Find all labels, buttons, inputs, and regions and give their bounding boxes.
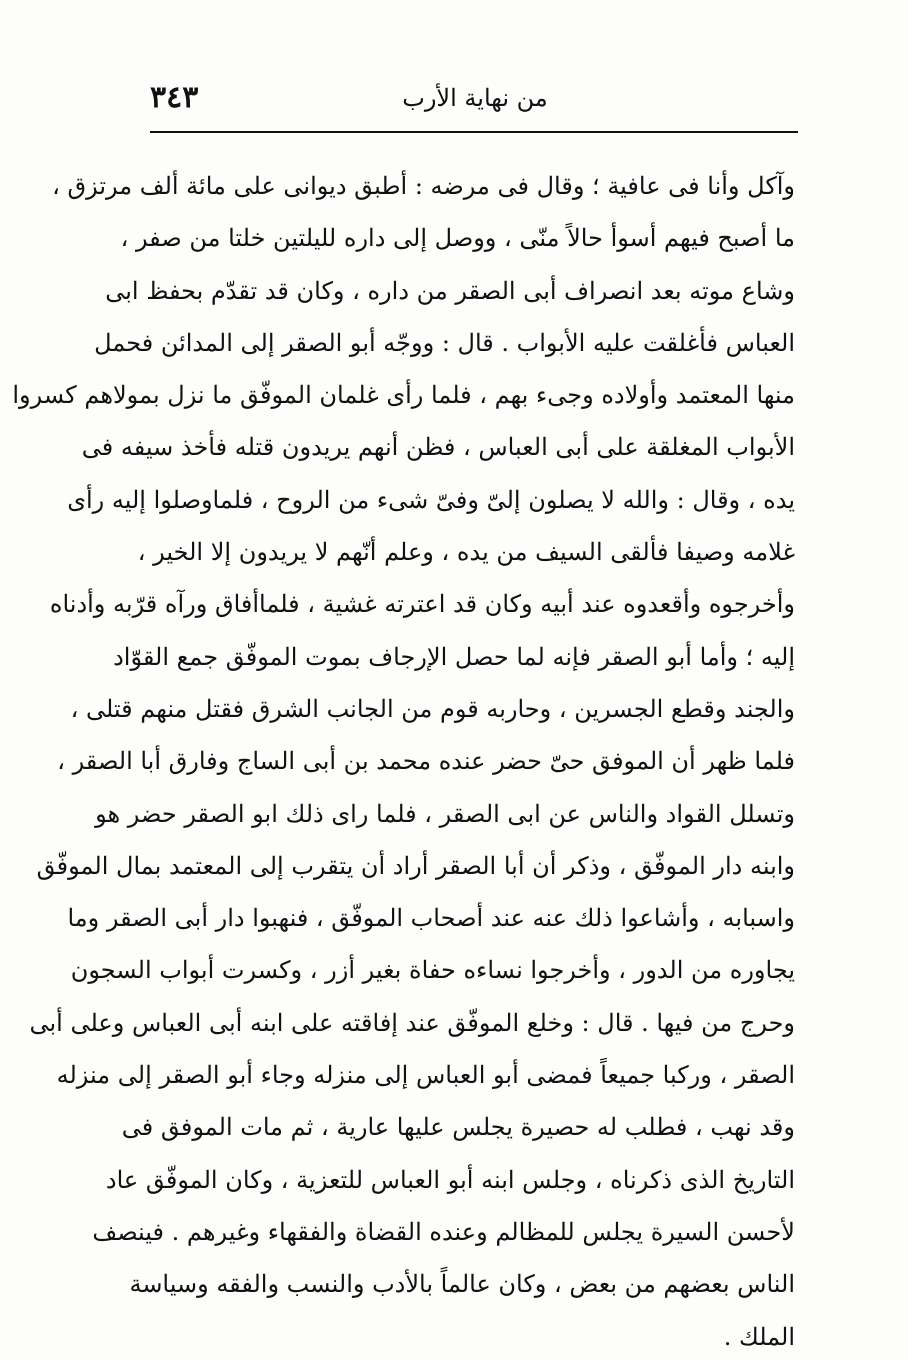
header-rule bbox=[150, 131, 798, 133]
text-line: الأبواب المغلقة على أبى العباس ، فظن أنهم يريدون قتله فأخذ سيفه فى bbox=[81, 433, 795, 462]
text-line: غلامه وصيفا فألقى السيف من يده ، وعلم أنّهم لا يريدون إلا الخير ، bbox=[137, 538, 795, 567]
text-line: وقد نهب ، فطلب له حصيرة يجلس عليها عارية ، ثم مات الموفق فى bbox=[121, 1113, 795, 1142]
text-line: وابنه دار الموفّق ، وذكر أن أبا الصقر أراد أن يتقرب إلى المعتمد بمال الموفّق bbox=[36, 851, 795, 880]
running-title: من نهاية الأرب bbox=[402, 84, 548, 112]
text-line: وتسلل القواد والناس عن ابى الصقر ، فلما راى ذلك ابو الصقر حضر هو bbox=[95, 799, 795, 828]
page-header bbox=[150, 76, 800, 124]
page-number: ٣٤٣ bbox=[150, 80, 199, 115]
text-line: وشاع موته بعد انصراف أبى الصقر من داره ، وكان قد تقدّم بحفظ ابى bbox=[105, 276, 795, 305]
text-line: يجاوره من الدور ، وأخرجوا نساءه حفاة بغير أزر ، وكسرت أبواب السجون bbox=[70, 956, 795, 985]
text-line: ما أصبح فيهم أسوأ حالاً منّى ، ووصل إلى داره لليلتين خلتا من صفر ، bbox=[120, 224, 795, 253]
text-line: لأحسن السيرة يجلس للمظالم وعنده القضاة والفقهاء وغيرهم . فينصف bbox=[92, 1217, 795, 1246]
text-line: الملك . bbox=[723, 1322, 795, 1351]
text-line: الصقر ، وركبا جميعاً فمضى أبو العباس إلى منزله وجاء أبو الصقر إلى منزله bbox=[56, 1061, 795, 1090]
text-line: واسبابه ، وأشاعوا ذلك عنه عند أصحاب الموفّق ، فنهبوا دار أبى الصقر وما bbox=[67, 904, 795, 933]
text-line: وحرج من فيها . قال : وخلع الموفّق عند إفاقته على ابنه أبى العباس وعلى أبى bbox=[29, 1008, 795, 1037]
text-line: التاريخ الذى ذكرناه ، وجلس ابنه أبو العباس للتعزية ، وكان الموفّق عاد bbox=[105, 1165, 795, 1194]
text-line: منها المعتمد وأولاده وجىء بهم ، فلما رأى غلمان الموفّق ما نزل بمولاهم كسروا bbox=[12, 381, 795, 410]
text-line: يده ، وقال : والله لا يصلون إلىّ وفىّ شىء من الروح ، فلماوصلوا إليه رأى bbox=[67, 485, 795, 514]
text-line: والجند وقطع الجسرين ، وحاربه قوم من الجانب الشرق فقتل منهم قتلى ، bbox=[70, 694, 795, 723]
text-line: وآكل وأنا فى عافية ؛ وقال فى مرضه : أطبق ديوانى على مائة ألف مرتزق ، bbox=[52, 172, 795, 200]
text-line: وأخرجوه وأقعدوه عند أبيه وكان قد اعترته غشية ، فلماأفاق ورآه قرّبه وأدناه bbox=[49, 590, 795, 619]
text-line: الناس بعضهم من بعض ، وكان عالماً بالأدب والنسب والفقه وسياسة bbox=[129, 1270, 795, 1299]
body-text bbox=[12, 160, 795, 1363]
text-line: فلما ظهر أن الموفق حىّ حضر عنده محمد بن أبى الساج وفارق أبا الصقر ، bbox=[57, 747, 795, 776]
text-line: إليه ؛ وأما أبو الصقر فإنه لما حصل الإرجاف بموت الموفّق جمع القوّاد bbox=[113, 642, 795, 671]
text-line: العباس فأغلقت عليه الأبواب . قال : ووجّه أبو الصقر إلى المدائن فحمل bbox=[94, 328, 795, 357]
